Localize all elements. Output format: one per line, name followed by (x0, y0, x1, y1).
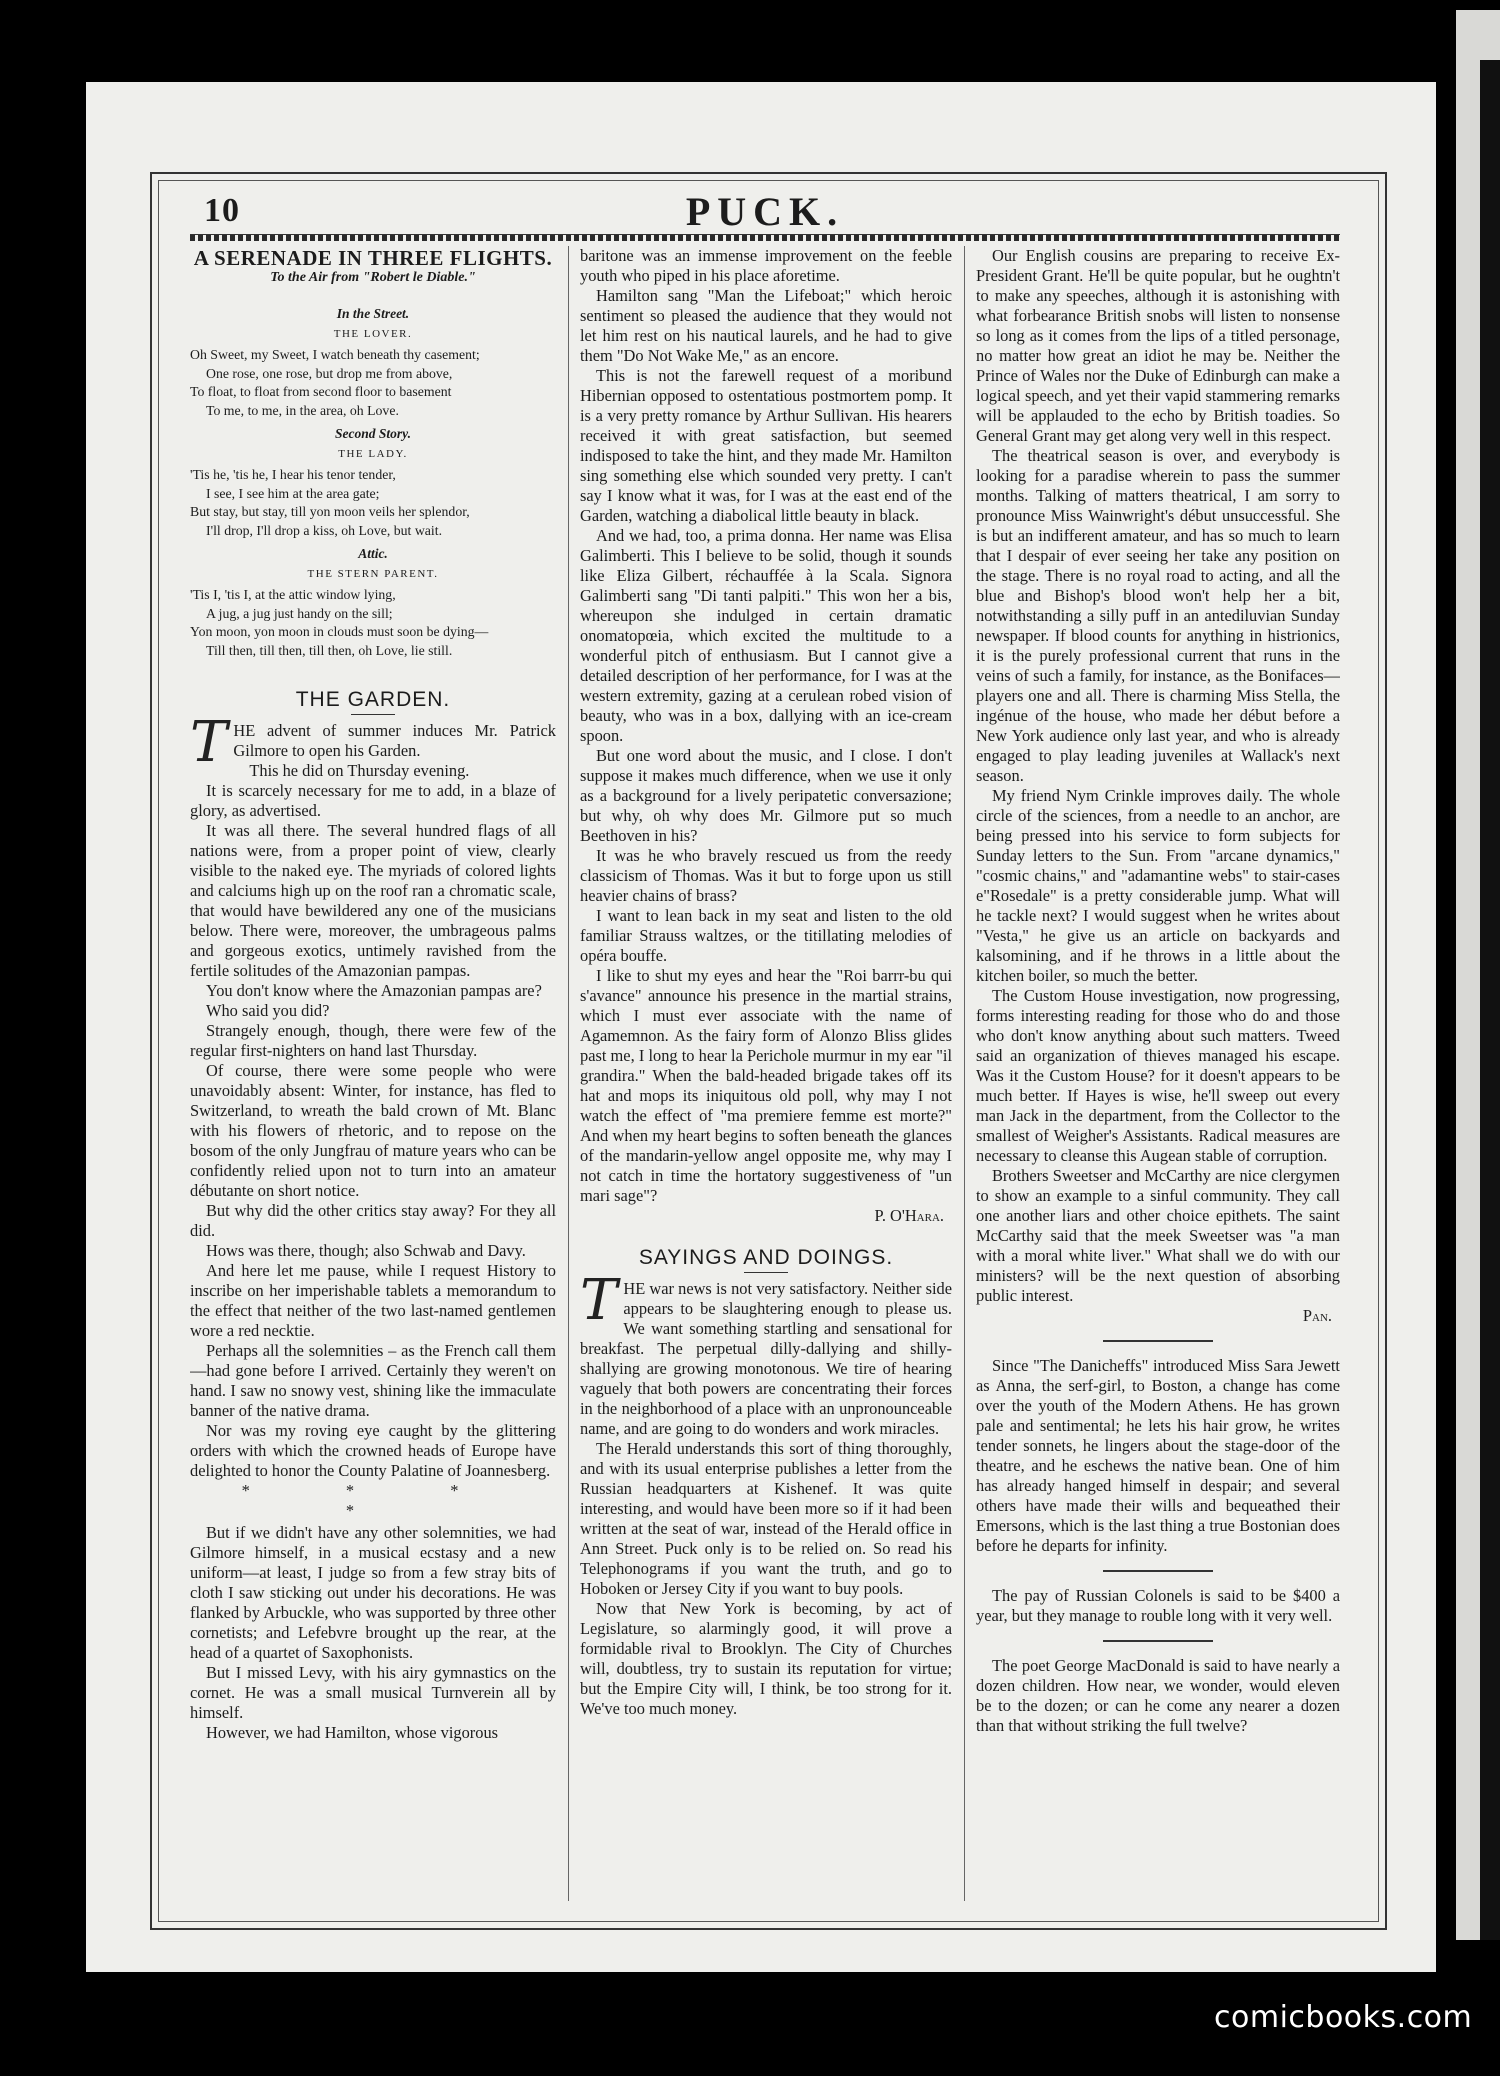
paragraph: My friend Nym Crinkle improves daily. The whole circle of the sciences, from a needle to an anchor, are being pressed into his service to form subjects for Sunday letters to the Sun. From "arcane dynamics," "cosmic chains," and "adamantine webs" to stair-cases e"Rosedale" is a pretty considerable jump. What will he tackle next? I would suggest when he writes about "Vesta," he give us an article on backyards and kalsomining, and if he throws in a little about the kitchen boiler, so much the better. (976, 786, 1340, 985)
item-divider (1103, 1570, 1213, 1572)
paragraph: Of course, there were some people who were unavoidably absent: Winter, for instance, has fled to Switzerland, to wreath the bald crown of Mt. Blanc with his flowers of rhetoric, and to repose on the bosom of the only Jungfrau of mature years who can be confidently relied upon not to turn into an amateur débutante on short notice. (190, 1061, 556, 1200)
poem-line: A jug, a jug just handy on the sill; (206, 605, 393, 621)
paragraph (580, 1268, 952, 1439)
page-number: 10 (204, 192, 240, 229)
signature: Pan. (1302, 1306, 1332, 1325)
paragraph: This is not the farewell request of a moribund Hibernian opposed to ostentatious postmortem pomp. It is a very pretty romance by Arthur Sullivan. His hearers received it with great satisfaction, but seemed indisposed to take the hint, and they made Mr. Hamilton sing something else which sounded very pretty. I can't say I know what it was, for I was at the east end of the Garden, watching a diabolical little beauty in black. (580, 366, 952, 525)
item-divider (1103, 1340, 1213, 1342)
masthead-title: PUCK. (685, 189, 845, 234)
masthead-rule (190, 234, 1340, 241)
paragraph: Nor was my roving eye caught by the glittering orders with which the crowned heads of Europe have delighted to honor the County Palatine of Joannesberg. (190, 1421, 556, 1480)
paragraph: The Herald understands this sort of thing thoroughly, and with its usual enterprise publishes a letter from the Russian headquarters at Kishenef. It was quite interesting, and would have been more so if it had been written at the seat of war, instead of the Herald office in Ann Street. Puck only is to be relied on. So read his Telephonograms if you want the truth, and go to Hoboken or Jersey City if you want to buy pools. (580, 1439, 952, 1598)
poem-line: Oh Sweet, my Sweet, I watch beneath thy casement; (190, 347, 480, 362)
paragraph: Hamilton sang "Man the Lifeboat;" which heroic sentiment so pleased the audience that they would not let him rest on his nautical laurels, and he had to give them "Do Not Wake Me," as an encore. (580, 286, 952, 365)
stanza-speaker: THE STERN PARENT. (307, 568, 439, 580)
poem-line: Till then, till then, till then, oh Love, lie still. (206, 642, 453, 658)
sayings-paragraphs (580, 1439, 952, 1719)
paragraph: baritone was an immense improvement on the feeble youth who piped in his place aforetime. (580, 246, 952, 285)
heading-rule (744, 1272, 788, 1273)
drop-cap: T (580, 1268, 618, 1333)
paragraph: And here let me pause, while I request History to inscribe on her imperishable tablets a memorandum to the effect that neither of the two last-named gentlemen wore a red necktie. (190, 1261, 556, 1340)
poem-line: But stay, but stay, till yon moon veils her splendor, (190, 504, 470, 519)
paragraph-text: HE advent of summer induces Mr. Patrick Gilmore to open his Garden. (233, 721, 556, 760)
sayings-paragraphs-continued (976, 246, 1340, 1306)
paragraph: It is scarcely necessary for me to add, in a blaze of glory, as advertised. (190, 781, 556, 820)
poem-line: To float, to float from second floor to basement (190, 384, 452, 399)
paragraph: Brothers Sweetser and McCarthy are nice clergymen to show an example to a sinful community. They call one another liars and other choice epithets. The saint McCarthy said that the meek Sweetser was "a man with a moral white liver." What shall we do with our ministers? will be the next question of absorbing public interest. (976, 1166, 1340, 1305)
paragraph: The Custom House investigation, now progressing, forms interesting reading for those who do and those who don't know anything about such matters. Tweed said an organization of thieves managed his escape. Was it the Custom House? for it doesn't appears to be much better. If Hayes is wise, he'll sweep out every man Jack in the department, from the Collector to the smallest of Weigher's Assistants. Radical measures are necessary to cleanse this Augean stable of corruption. (976, 986, 1340, 1165)
poem-line: I'll drop, I'll drop a kiss, oh Love, but wait. (206, 522, 443, 538)
paragraph: But why did the other critics stay away? For they all did. (190, 1201, 556, 1240)
paragraph: I want to lean back in my seat and listen to the old familiar Strauss waltzes, or the titillating melodies of opéra bouffe. (580, 906, 952, 965)
garden-paragraphs-continued (580, 286, 952, 1206)
poem-line: 'Tis I, 'tis I, at the attic window lying, (190, 587, 396, 602)
stanza-speaker: THE LADY. (338, 448, 408, 460)
poem-line: I see, I see him at the area gate; (206, 485, 380, 501)
paragraph: Perhaps all the solemnities – as the French call them—had gone before I arrived. Certainly they weren't on hand. I saw no snowy vest, shining like the immaculate banner of the native drama. (190, 1341, 556, 1420)
signature: P. O'Hara. (874, 1206, 944, 1225)
paragraph: Now that New York is becoming, by act of Legislature, so alarmingly good, it will prove a formidable rival to Brooklyn. The City of Churches will, doubtless, try to sustain its reputation for virtue; but the Empire City will, I think, be too strong for it. We've too much money. (580, 1599, 952, 1718)
column-2 (580, 246, 952, 1906)
column-rule (964, 246, 965, 1901)
garden-paragraphs (190, 761, 556, 1481)
poem-stanza (190, 424, 556, 540)
section-heading-sayings: SAYINGS AND DOINGS. (638, 1246, 894, 1269)
paragraph: But one word about the music, and I close. I don't suppose it makes much difference, when we use it only as a background for a lively peripatetic conversazione; but why, oh why does Mr. Gilmore put so much Beethoven in his? (580, 746, 952, 845)
stanza-heading: Attic. (358, 546, 388, 561)
item-divider (1103, 1640, 1213, 1642)
masthead (190, 186, 1340, 234)
binding-shadow (1480, 60, 1500, 1940)
paragraph-text: HE war news is not very satisfactory. Neither side appears to be slaughtering enough to please us. We want something startling and sensational for breakfast. The perpetual dilly-dallying and shilly-shallying are growing monotonous. We tire of hearing vaguely that both powers are concentrating their forces in the neighborhood of a place with an unpronounceable name, and are going to do wonders and work miracles. (580, 1279, 952, 1438)
poem-stanza (190, 304, 556, 420)
stanza-heading: In the Street. (336, 306, 410, 321)
news-item: Since "The Danicheffs" introduced Miss Sara Jewett as Anna, the serf-girl, to Boston, a change has come over the youth of the Modern Athens. He has grown pale and sentimental; he lets his hair grow, he writes tender sonnets, he lingers about the stage-door of the theatre, and he eschews the native bean. One of him has already hanged himself in despair; and several others have made their wills and bequeathed their Emersons, which is the last thing a true Bostonian does before he departs for infinity. (976, 1356, 1340, 1555)
paragraph: Who said you did? (206, 1001, 330, 1020)
poem-stanza (190, 544, 556, 660)
paragraph: This he did on Thursday evening. (249, 761, 470, 780)
stanza-speaker: THE LOVER. (333, 328, 413, 340)
poem-line: One rose, one rose, but drop me from above, (206, 365, 453, 381)
paragraph: But if we didn't have any other solemnities, we had Gilmore himself, in a musical ecstasy and a new uniform—at least, I judge so from a few stray bits of cloth I saw sticking out under his decorations. He was flanked by Arbuckle, who was supported by three other cornetists; and Lefebvre brought up the rear, at the head of a quartet of Saxophonists. (190, 1523, 556, 1662)
poem-line: To me, to me, in the area, oh Love. (206, 402, 399, 418)
garden-paragraphs-after (190, 1523, 556, 1743)
paragraph: Hows was there, though; also Schwab and Davy. (206, 1241, 526, 1260)
poem-line: Yon moon, yon moon in clouds must soon be dying— (190, 624, 489, 639)
paragraph: However, we had Hamilton, whose vigorous (206, 1723, 499, 1742)
paragraph: It was he who bravely rescued us from the reedy classicism of Thomas. Was it but to forge upon us still heavier chains of brass? (580, 846, 952, 905)
paragraph: Strangely enough, though, there were few of the regular first-nighters on hand last Thursday. (190, 1021, 556, 1060)
drop-cap: T (190, 710, 228, 775)
paragraph: I like to shut my eyes and hear the "Roi barrr-bu qui s'avance" announce his presence in the martial strains, which I must ever associate with the name of Agamemnon. As the fairy form of Alonzo Bliss glides past me, I long to hear la Perichole murmur in my ear "il grandira." When the bald-headed brigade takes off its hat and mops its iniquitous old poll, why may I not watch the effect of "ma premiere femme est morte?" And when my heart begins to soften beneath the glances of the mandarin-yellow angel opposite me, why may I not catch in time the hortatory suggestiveness of "un mari sage"? (580, 966, 952, 1205)
paragraph: Our English cousins are preparing to receive Ex-President Grant. He'll be quite popular, but he oughtn't to make any speeches, although it is astonishing with what forbearance British snobs will listen to nonsense so long as it comes from the lips of a titled personage, no matter how great an idiot he may be. Neither the Prince of Wales nor the Duke of Edinburgh can make a logical speech, and yet their vapid stammering remarks will be applauded to the echo by British toadies. So General Grant may get along very well in this respect. (976, 246, 1340, 445)
poem-subtitle: To the Air from "Robert le Diable." (270, 270, 476, 285)
stanza-heading: Second Story. (334, 426, 411, 441)
poem-title: A SERENADE IN THREE FLIGHTS. (193, 246, 553, 270)
paragraph: The theatrical season is over, and everybody is looking for a paradise wherein to pass the summer months. Talking of matters theatrical, I am sorry to pronounce Miss Wainwright's début unsuccessful. She is but an indifferent amateur, and has so much to learn that I despair of ever seeing her take any position on the stage. There is no royal road to acting, and all the blue and Bishop's blood won't help her a bit, notwithstanding a silly puff in an antediluvian Sunday newspaper. If blood counts for anything in histrionics, it is the purely professional current that runs in the veins of such a family, for instance, as the Bonifaces—players one and all. There is charming Miss Stella, the ingénue of the house, who made her début before a New York audience only last year, and who is already engaged to play leading juveniles at Wallack's next season. (976, 446, 1340, 785)
paragraph: But I missed Levy, with his airy gymnastics on the cornet. He was a small musical Turnverein all by himself. (190, 1663, 556, 1722)
watermark-text: comicbooks.com (1214, 2000, 1473, 2035)
section-heading-garden: THE GARDEN. (295, 688, 451, 711)
column-1 (190, 246, 556, 1906)
news-item: The pay of Russian Colonels is said to be $400 a year, but they manage to rouble long with it very well. (976, 1586, 1340, 1625)
paragraph: It was all there. The several hundred flags of all nations were, from a proper point of view, clearly visible to the naked eye. The myriads of colored lights and calciums high up on the roof ran a chromatic scale, that would have bewildered any one of the musicians below. There were, moreover, the umbrageous palms and gorgeous exotics, untimely ravished from the fertile solitudes of the Amazonian pampas. (190, 821, 556, 980)
paragraph: And we had, too, a prima donna. Her name was Elisa Galimberti. This I believe to be solid, though it sounds like Eliza Gilbert, réchauffée à la Scala. Signora Galimberti sang "Di tanti palpiti." This won her a bis, whereupon she indulged in certain dramatic onomatopœia, which excited the multitude to a wonderful pitch of enthusiasm. But I cannot give a detailed description of her performance, for I was at the western extremity, gazing at a cerulean robed vision of beauty, who was in a box, dallying with an ice-cream spoon. (580, 526, 952, 745)
poem-line: 'Tis he, 'tis he, I hear his tenor tender, (190, 467, 396, 482)
news-item: The poet George MacDonald is said to have nearly a dozen children. How near, we wonder, would eleven be to the dozen; or can he come any nearer a dozen than that without striking the full twelve? (976, 1656, 1340, 1735)
section-break-asterisks: * * * * (241, 1481, 505, 1520)
column-rule (568, 246, 569, 1901)
column-3 (976, 246, 1340, 1906)
paragraph: You don't know where the Amazonian pampas are? (206, 981, 542, 1000)
heading-rule (351, 714, 395, 715)
